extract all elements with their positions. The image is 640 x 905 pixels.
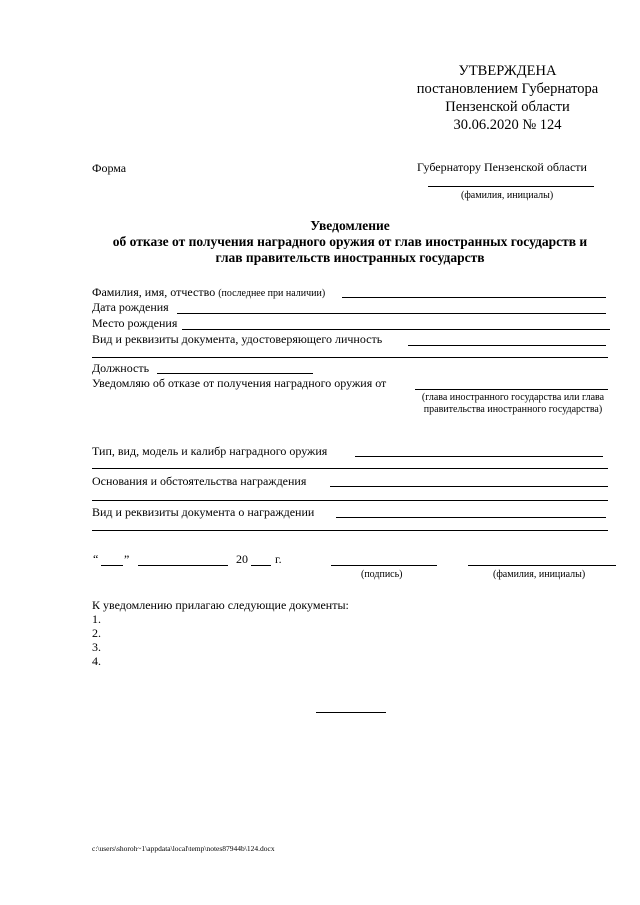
grounds-label: Основания и обстоятельства награждения — [92, 474, 307, 488]
birth-date-label: Дата рождения — [92, 300, 169, 314]
date-quote-close: ” — [124, 552, 130, 566]
attachments-header: К уведомлению прилагаю следующие документы: — [92, 598, 349, 612]
footer-file-path: c:\users\shoroh~1\appdata\local\temp\notes87944b\124.docx — [92, 844, 275, 853]
approval-line: постановлением Губернатора — [416, 81, 599, 97]
attachment-item: 4. — [92, 654, 101, 668]
id-document-field-2[interactable] — [92, 357, 608, 358]
date-year-suffix: г. — [275, 552, 282, 566]
signature-caption: (подпись) — [361, 569, 403, 580]
grounds-field[interactable] — [330, 486, 608, 487]
form-label: Форма — [92, 161, 127, 175]
addressee-caption: (фамилия, инициалы) — [461, 190, 554, 201]
weapon-type-field[interactable] — [355, 456, 603, 457]
birth-place-field[interactable] — [182, 329, 610, 330]
signer-name-caption: (фамилия, инициалы) — [493, 569, 586, 580]
approval-line: Пензенской области — [445, 99, 570, 115]
award-document-field[interactable] — [336, 517, 606, 518]
attachment-item: 1. — [92, 612, 101, 626]
id-document-label: Вид и реквизиты документа, удостоверяющего личность — [92, 332, 383, 346]
addressee-line — [428, 186, 594, 187]
attachment-item: 2. — [92, 626, 101, 640]
grounds-field-2[interactable] — [92, 500, 608, 501]
date-day-field[interactable] — [101, 565, 123, 566]
date-month-field[interactable] — [138, 565, 228, 566]
document-subtitle: глав правительств иностранных государств — [215, 250, 485, 265]
full-name-text: Фамилия, имя, отчество — [92, 285, 216, 299]
document-subtitle: об отказе от получения наградного оружия от глав иностранных государств и — [112, 234, 588, 249]
signer-name-field[interactable] — [468, 565, 616, 566]
approval-title: УТВЕРЖДЕНА — [458, 63, 557, 79]
attachment-item: 3. — [92, 640, 101, 654]
position-field[interactable] — [157, 373, 313, 374]
refusal-from-caption: (глава иностранного государства или глава правительства иностранного государства) — [421, 392, 605, 415]
weapon-type-label: Тип, вид, модель и калибр наградного оружия — [92, 444, 328, 458]
addressee-to: Губернатору Пензенской области — [417, 160, 587, 174]
end-divider — [316, 712, 386, 713]
birth-place-label: Место рождения — [92, 316, 178, 330]
full-name-label — [92, 285, 325, 300]
full-name-note: (последнее при наличии) — [218, 288, 326, 299]
award-document-field-2[interactable] — [92, 530, 608, 531]
approval-date: 30.06.2020 № 124 — [453, 117, 562, 133]
birth-date-field[interactable] — [177, 313, 606, 314]
date-quote-open: “ — [93, 552, 99, 566]
position-label: Должность — [92, 361, 150, 375]
id-document-field[interactable] — [408, 345, 606, 346]
refusal-from-field[interactable] — [415, 389, 608, 390]
weapon-type-field-2[interactable] — [92, 468, 608, 469]
refusal-label: Уведомляю об отказе от получения наградного оружия от — [92, 376, 387, 390]
full-name-field[interactable] — [342, 297, 606, 298]
award-document-label: Вид и реквизиты документа о награждении — [92, 505, 315, 519]
date-year-prefix: 20 — [236, 552, 248, 566]
date-year-field[interactable] — [251, 565, 271, 566]
document-title: Уведомление — [310, 218, 390, 233]
signature-field[interactable] — [331, 565, 437, 566]
